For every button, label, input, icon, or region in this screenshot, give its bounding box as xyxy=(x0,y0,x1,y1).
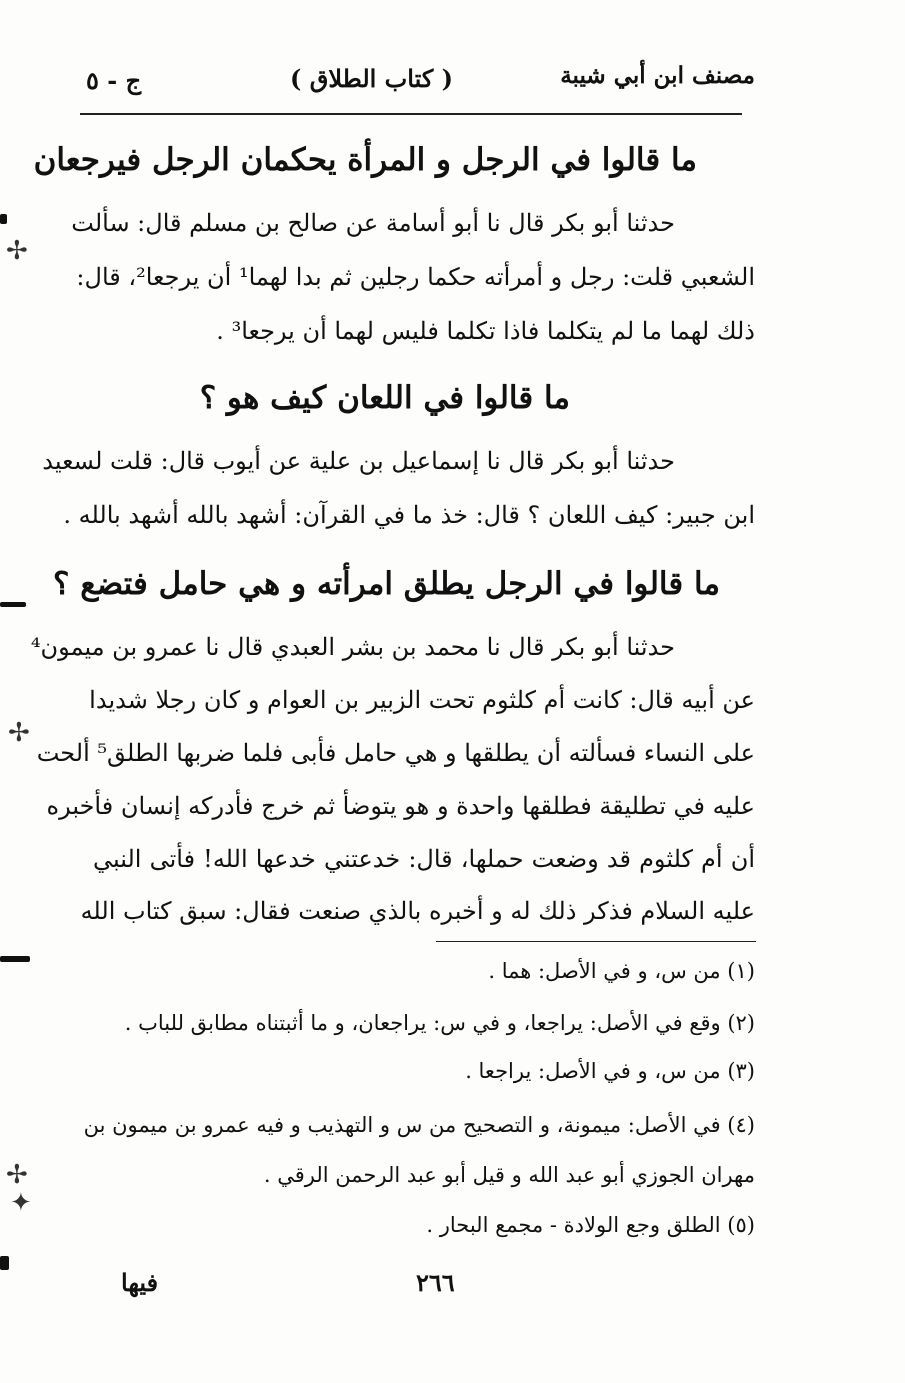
footnote: (١) من س، و في الأصل: هما . xyxy=(488,959,755,983)
footnote-rule xyxy=(436,941,756,942)
book-title: مصنف ابن أبي شيبة xyxy=(560,62,755,89)
footnote: (٥) الطلق وجع الولادة - مجمع البحار . xyxy=(426,1213,755,1237)
footnote: مهران الجوزي أبو عبد الله و قيل أبو عبد الرحمن الرقي . xyxy=(263,1163,755,1187)
text-line: عن أبيه قال: كانت أم كلثوم تحت الزبير بن العوام و كان رجلا شديدا xyxy=(89,686,755,714)
catchword: فيها xyxy=(121,1268,159,1297)
text-line: أن أم كلثوم قد وضعت حملها، قال: خدعتني خدعها الله! فأتى النبي xyxy=(93,845,756,873)
margin-star-icon: ✢ xyxy=(8,718,30,748)
footnote: (٣) من س، و في الأصل: يراجعا . xyxy=(465,1059,755,1083)
footnote: (٤) في الأصل: ميمونة، و التصحيح من س و التهذيب و فيه عمرو بن ميمون بن xyxy=(83,1113,755,1137)
text-line: على النساء فسألته أن يطلقها و هي حامل فأبى فلما ضربها الطلق⁵ ألحت xyxy=(36,739,755,767)
scan-mark xyxy=(0,214,7,224)
text-line: عليه في تطليقة فطلقها واحدة و هو يتوضأ ثم خرج فأدركه إنسان فأخبره xyxy=(46,792,755,820)
chapter-title: ( كتاب الطلاق ) xyxy=(290,64,453,93)
text-line: حدثنا أبو بكر قال نا إسماعيل بن علية عن أيوب قال: قلت لسعيد xyxy=(42,447,675,475)
margin-star-icon: ✢ xyxy=(6,1160,28,1190)
text-line: حدثنا أبو بكر قال نا محمد بن بشر العبدي قال نا عمرو بن ميمون⁴ xyxy=(30,633,675,661)
text-line: حدثنا أبو بكر قال نا أبو أسامة عن صالح بن مسلم قال: سألت xyxy=(71,209,675,237)
text-line: عليه السلام فذكر ذلك له و أخبره بالذي صنعت فقال: سبق كتاب الله xyxy=(80,897,755,925)
section-heading-3: ما قالوا في الرجل يطلق امرأته و هي حامل فتضع ؟ xyxy=(53,566,720,602)
scan-mark xyxy=(0,1256,9,1270)
scan-mark xyxy=(0,956,30,962)
text-line: الشعبي قلت: رجل و أمرأته حكما رجلين ثم بدا لهما¹ أن يرجعا²، قال: xyxy=(76,263,755,291)
section-heading-1: ما قالوا في الرجل و المرأة يحكمان الرجل فيرجعان xyxy=(33,142,697,178)
page-number: ٢٦٦ xyxy=(416,1268,455,1297)
margin-star-icon: ✢ xyxy=(6,236,28,266)
volume-number: ج - ٥ xyxy=(86,66,142,95)
scan-mark xyxy=(0,602,26,607)
text-line: ذلك لهما ما لم يتكلما فاذا تكلما فليس لهما أن يرجعا³ . xyxy=(216,317,755,345)
header-rule xyxy=(80,113,742,115)
section-heading-2: ما قالوا في اللعان كيف هو ؟ xyxy=(199,380,570,416)
text-line: ابن جبير: كيف اللعان ؟ قال: خذ ما في القرآن: أشهد بالله أشهد بالله . xyxy=(63,501,755,529)
footnote: (٢) وقع في الأصل: يراجعا، و في س: يراجعان، و ما أثبتناه مطابق للباب . xyxy=(124,1011,755,1035)
margin-star-icon: ✦ xyxy=(10,1188,32,1218)
